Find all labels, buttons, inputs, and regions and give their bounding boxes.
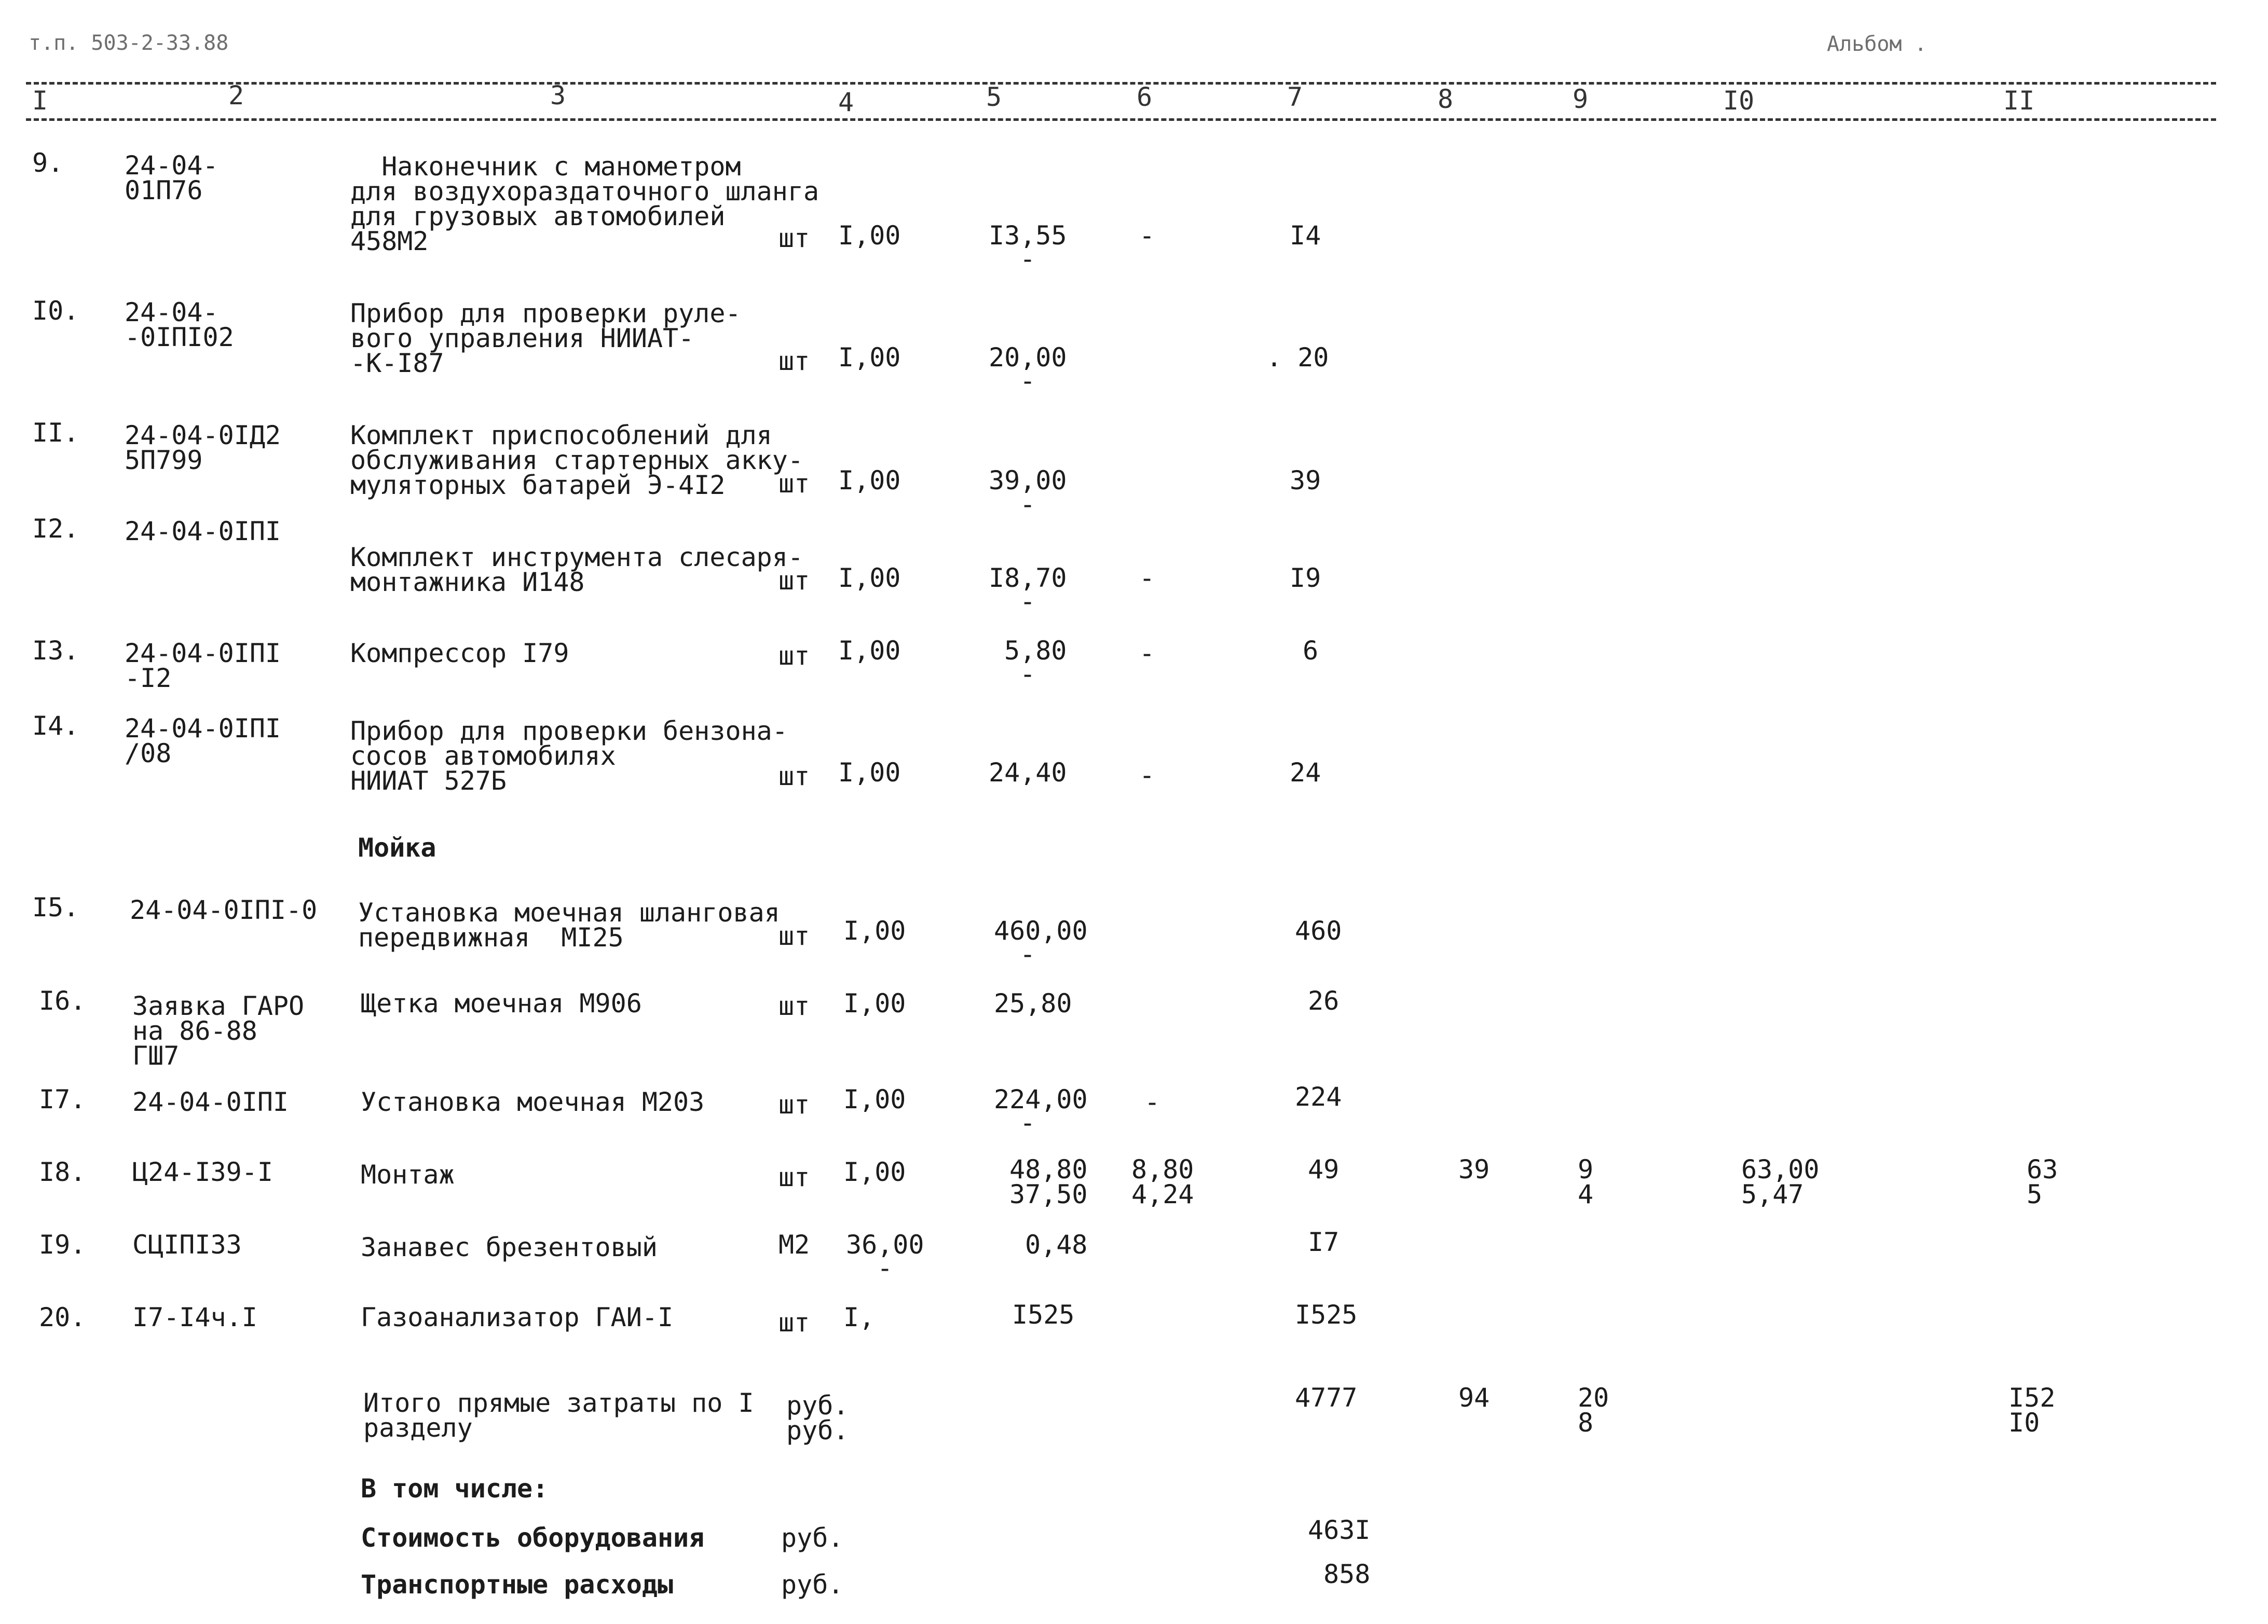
row-number: II. [32,418,79,448]
row-unit: шт [778,1162,810,1192]
row-unit: шт [778,641,810,671]
row-total: 26 [1308,986,1340,1016]
row-code: СЦIПI33 [132,1230,242,1260]
totals-unit: руб. руб. [786,1391,849,1446]
column-number-5: 5 [986,82,1002,112]
row-total: I4 [1290,221,1321,251]
row-number: I6. [39,986,86,1016]
row-number: I8. [39,1157,86,1187]
row-code: Заявка ГАРО на 86-88 ГШ7 [132,991,305,1071]
row-number: 20. [39,1302,86,1332]
row-col6: - [1139,760,1155,790]
row-unit: шт [778,1090,810,1120]
row-unit: шт [778,469,810,499]
row-number: I9. [39,1230,86,1260]
price-dash-mark: - [1020,244,1036,274]
row-total: 6 [1303,636,1319,666]
row-total: I525 [1295,1300,1358,1330]
row-price: 24,40 [989,758,1067,788]
row-total: I7 [1308,1227,1340,1257]
row-qty: I,00 [838,221,901,251]
row-unit: шт [778,991,810,1021]
price-dash-mark: - [1020,366,1036,396]
row-total: 39 [1290,465,1321,496]
row-col6: - [1139,563,1155,593]
row-col8: 39 [1458,1154,1490,1185]
row-col6: - [1139,221,1155,251]
row-unit: шт [778,566,810,596]
row-price: 20,00 [989,342,1067,373]
row-total: . 20 [1266,342,1329,373]
row-price: 5,80 [1004,636,1067,666]
column-number-7: 7 [1287,82,1303,112]
column-number-10: I0 [1723,86,1755,116]
row-unit: шт [778,1308,810,1338]
row-qty: I,00 [843,1084,906,1114]
column-number-11: II [2003,86,2035,116]
row-qty: I,00 [838,563,901,593]
including-label: В том числе: [361,1474,549,1504]
row-unit: М2 [778,1230,810,1260]
row-name: Установка моечная М203 [361,1087,705,1117]
row-col6: 8,80 4,24 [1131,1154,1194,1209]
column-number-6: 6 [1137,82,1153,112]
row-name: Занавес брезентовый [361,1232,658,1262]
price-dash-mark: - [1020,659,1036,689]
equipment-cost-unit: руб. [781,1523,844,1553]
row-code: 24-04-0IПI /08 [125,713,281,768]
row-name: Прибор для проверки руле- вого управления НИИАТ- -К-I87 [350,298,741,378]
row-qty: I,00 [838,758,901,788]
row-price: 48,80 37,50 [1009,1154,1088,1209]
column-number-2: 2 [228,80,244,111]
row-price: 25,80 [994,988,1072,1019]
row-unit: шт [778,346,810,376]
row-name: Компрессор I79 [350,638,569,668]
row-code: Ц24-I39-I [132,1157,273,1187]
row-total: 224 [1295,1082,1342,1112]
price-dash-mark: - [1020,939,1036,969]
row-code: 24-04-0IД2 5П799 [125,420,281,475]
row-price: I8,70 [989,563,1067,593]
section-heading: Мойка [358,833,436,863]
totals-col9: 20 8 [1578,1383,1609,1438]
row-name: Газоанализатор ГАИ-I [361,1302,674,1332]
row-name: Комплект приспособлений для обслуживания стартерных акку- муляторных батарей Э-4I2 [350,420,803,500]
totals-col8: 94 [1458,1383,1490,1413]
row-name: Установка моечная шланговая передвижная МI25 [358,898,780,953]
row-price: 224,00 [994,1084,1088,1114]
transport-cost-value: 858 [1323,1559,1371,1589]
row-name: Прибор для проверки бензона- сосов автомобилях НИИАТ 527Б [350,716,788,796]
column-number-9: 9 [1573,84,1589,114]
document-code: т.п. 503-2-33.88 [29,31,229,55]
equipment-cost-value: 463I [1308,1515,1371,1545]
row-qty: I,00 [838,636,901,666]
row-code: 24-04-0IПI-0 [130,895,318,925]
row-total: I9 [1290,563,1321,593]
row-col10: 63,00 5,47 [1741,1154,1820,1209]
row-price: 39,00 [989,465,1067,496]
row-col6: - [1144,1087,1160,1117]
column-number-1: I [32,86,48,116]
row-number: I7. [39,1084,86,1114]
row-unit: шт [778,761,810,791]
row-code: 24-04-0IПI [132,1087,289,1117]
totals-col7: 4777 [1295,1383,1358,1413]
column-number-4: 4 [838,87,854,117]
row-number: I2. [32,514,79,544]
transport-cost-unit: руб. [781,1570,844,1600]
column-number-8: 8 [1438,84,1454,114]
row-col6: - [1139,638,1155,668]
equipment-cost-label: Стоимость оборудования [361,1523,705,1553]
row-code: 24-04- 01П76 [125,150,218,205]
row-code: 24-04-0IПI -I2 [125,638,281,693]
row-total: 49 [1308,1154,1340,1185]
header-rule-bottom [26,118,2216,121]
totals-col11: I52 I0 [2009,1383,2056,1438]
price-dash-mark: - [1020,586,1036,616]
row-col9: 9 4 [1578,1154,1594,1209]
row-total: 24 [1290,758,1321,788]
row-code: 24-04- -0IПI02 [125,297,234,352]
row-col11: 63 5 [2027,1154,2058,1209]
price-dash-mark: - [1020,1108,1036,1138]
row-price: I525 [1012,1300,1075,1330]
album-label: Альбом . [1827,32,1927,56]
row-qty: I,00 [843,988,906,1019]
row-unit: шт [778,223,810,253]
row-unit: шт [778,921,810,951]
row-number: I0. [32,296,79,326]
row-number: I3. [32,636,79,666]
row-price: I3,55 [989,221,1067,251]
row-name: Монтаж [361,1160,455,1190]
row-number: I4. [32,711,79,741]
qty-dash-mark: - [877,1253,893,1283]
row-price: 0,48 [1025,1230,1088,1260]
price-dash-mark: - [1020,489,1036,519]
row-qty: I,00 [843,1157,906,1187]
row-code: 24-04-0IПI [125,516,281,546]
transport-cost-label: Транспортные расходы [361,1570,674,1600]
totals-label: Итого прямые затраты по I разделу [363,1388,754,1443]
row-number: I5. [32,892,79,923]
row-qty: I,00 [838,342,901,373]
row-qty: I,00 [838,465,901,496]
row-total: 460 [1295,916,1342,946]
row-price: 460,00 [994,916,1088,946]
header-rule-top [26,82,2216,85]
row-qty: I,00 [843,916,906,946]
row-name: Наконечник с манометром для воздухораздаточного шланга для грузовых автомобилей 458М2 [350,152,819,256]
row-number: 9. [32,148,64,178]
row-name: Щетка моечная М906 [361,988,642,1019]
row-qty: I, [843,1302,875,1332]
row-qty: 36,00 [846,1230,924,1260]
row-code: I7-I4ч.I [132,1302,257,1332]
column-number-3: 3 [550,80,566,111]
row-name: Комплект инструмента слесаря- монтажника И148 [350,542,803,597]
